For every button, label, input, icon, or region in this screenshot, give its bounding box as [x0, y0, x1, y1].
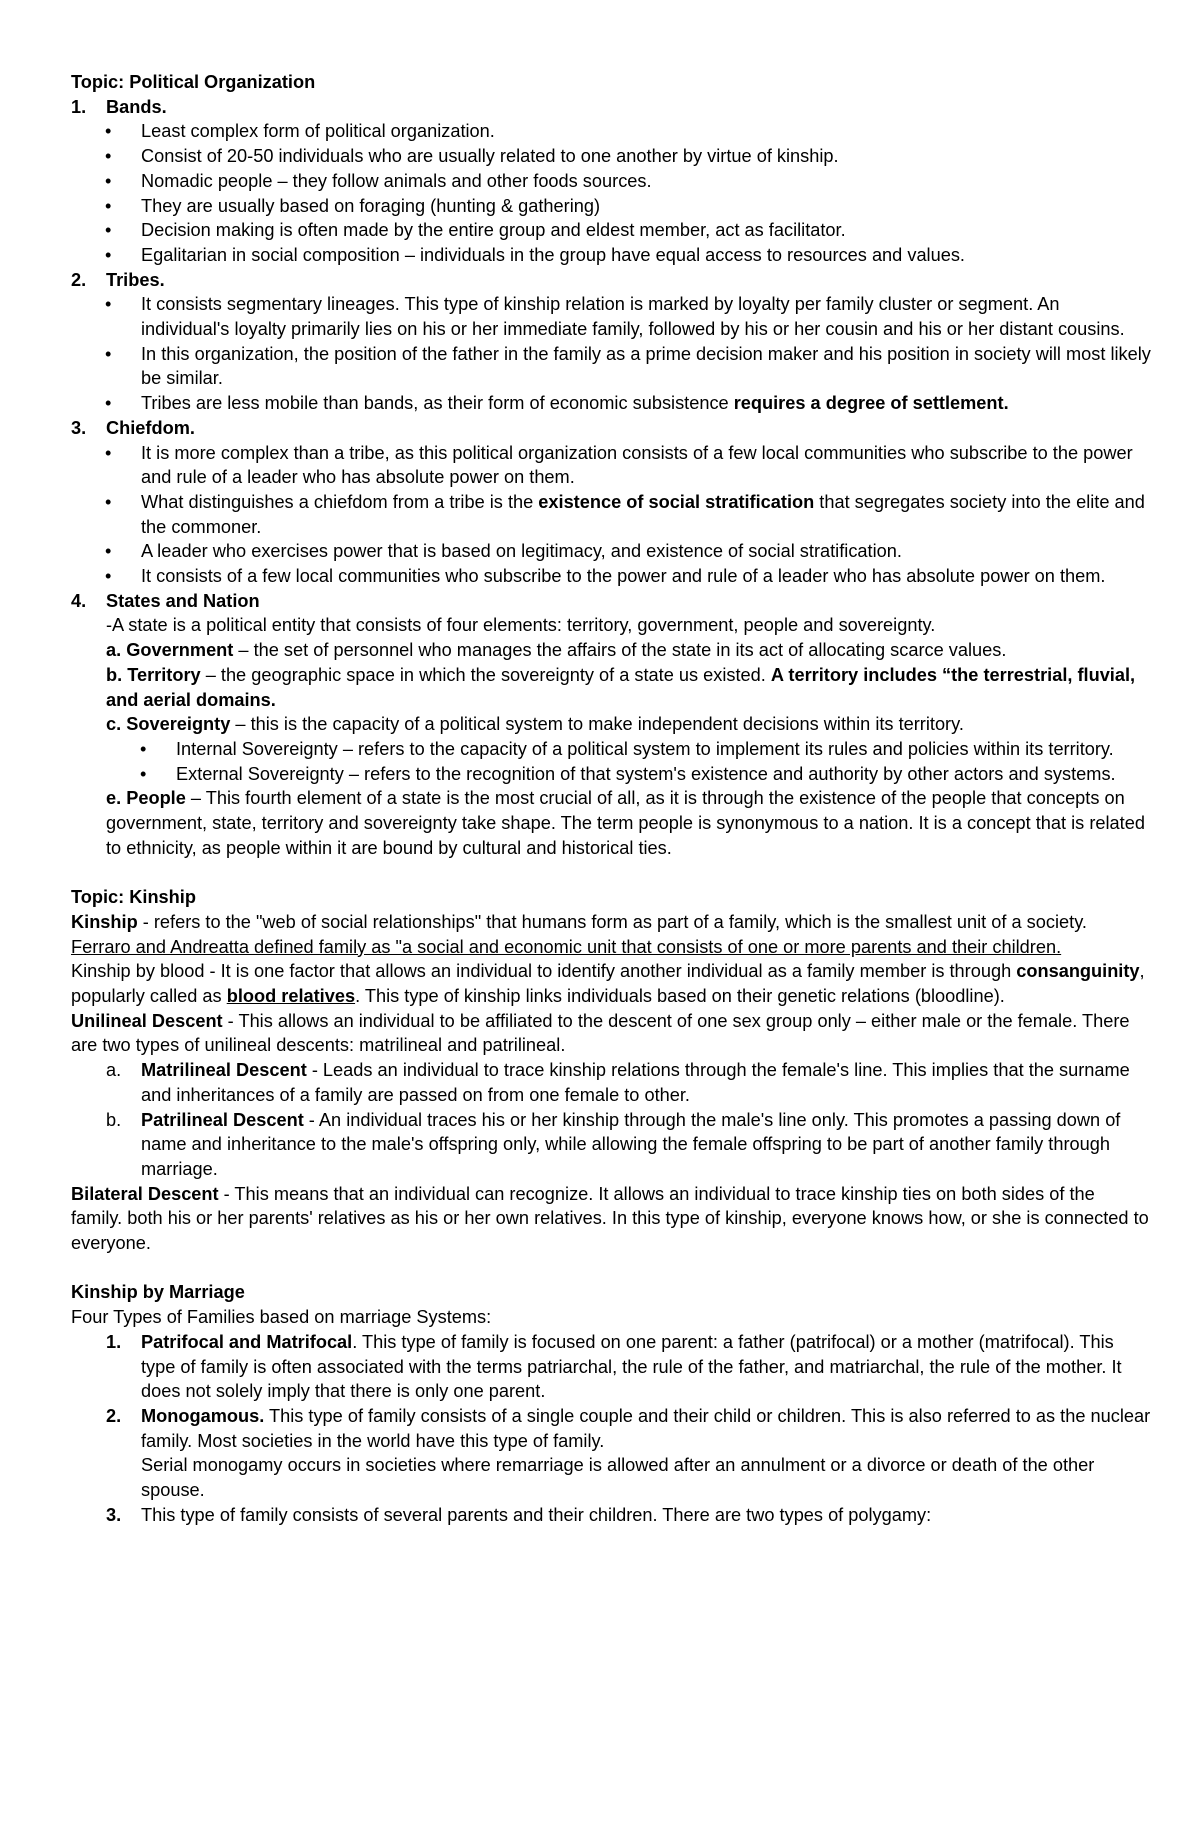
bullet-icon — [106, 292, 141, 341]
element-people: e. People – This fourth element of a state is the most crucial of all, as it is through the existence of the people that concepts on government, state, territory and sovereignty take shape. The term people is synonymous to a nation. It is a concept that is related to ethnicity, as people within it are bound by cultural and historical ties. — [106, 788, 1145, 858]
element-territory: b. Territory – the geographic space in which the sovereignty of a state us existed. A territory includes “the terrestrial, fluvial, and aerial domains. — [106, 664, 1136, 710]
list-item-patrifocal: 1. Patrifocal and Matrifocal. This type of family is focused on one parent: a father (patrifocal) or a mother (matrifocal). This type of family is often associated with the terms patriarchal, the rule of the father, and matriarchal, the rule of the mother. It does not solely imply that there is only one parent. — [106, 1330, 1151, 1404]
emphasis-text: requires a degree of settlement. — [733, 393, 1009, 414]
bullet-item: • A leader who exercises power that is based on legitimacy, and existence of social stratification. — [106, 539, 1151, 564]
list-item-polygamous: 3. This type of family consists of several parents and their children. There are two types of polygamy: — [106, 1503, 1151, 1528]
kinship-definition: Kinship - refers to the "web of social relationships" that humans form as part of a family, which is the smallest unit of a society. Ferraro and Andreatta defined family as "a social and economic unit that consists of one or more parents and their children. — [71, 911, 1087, 957]
bullet-item: • Least complex form of political organization. — [106, 119, 1151, 144]
emphasis-text: existence of social stratification — [538, 491, 815, 512]
bullet-item: • Egalitarian in social composition – individuals in the group have equal access to resources and values. — [106, 243, 1151, 268]
list-letter: b. — [106, 1109, 122, 1130]
bullet-icon — [106, 490, 141, 539]
topic-kinship-heading: Topic: Kinship — [71, 887, 196, 908]
bullet-icon — [106, 391, 141, 416]
bands-title: Bands. — [106, 96, 167, 117]
element-government: a. Government – the set of personnel who manages the affairs of the state in its act of allocating scarce values. — [106, 640, 1007, 661]
bullet-item: • They are usually based on foraging (hunting & gathering) — [106, 194, 1151, 219]
bullet-icon — [141, 762, 176, 787]
bullet-item: • Decision making is often made by the entire group and eldest member, act as facilitator. — [106, 218, 1151, 243]
bullet-item: • Tribes are less mobile than bands, as their form of economic subsistence requires a degree of settlement. — [106, 391, 1151, 416]
bullet-icon — [141, 737, 176, 762]
bullet-item: • It consists segmentary lineages. This type of kinship relation is marked by loyalty per family cluster or segment. An individual's loyalty primarily lies on his or her immediate family, followed by his or her cousin and his or her distant cousins. — [106, 292, 1151, 341]
serial-monogamy-text: Serial monogamy occurs in societies where remarriage is allowed after an annulment or a divorce or death of the other spouse. — [141, 1455, 1095, 1501]
bullet-icon — [106, 564, 141, 589]
list-number: 1. — [106, 1331, 122, 1352]
list-number: 3. — [106, 1504, 122, 1525]
bullet-item: • What distinguishes a chiefdom from a tribe is the existence of social stratification that segregates society into the elite and the commoner. — [106, 490, 1151, 539]
bullet-icon — [106, 169, 141, 194]
bullet-item: • It consists of a few local communities who subscribe to the power and rule of a leader who has absolute power on them. — [106, 564, 1151, 589]
bilateral-descent: Bilateral Descent - This means that an individual can recognize. It allows an individual to trace kinship ties on both sides of the family. both his or her parents' relatives as his or her own relatives. In this type of kinship, everyone knows how, or she is connected to everyone. — [71, 1183, 1149, 1254]
unilineal-descent: Unilineal Descent - This allows an individual to be affiliated to the descent of one sex group only – either male or the female. There are two types of unilineal descents: matrilineal and patrilineal. — [71, 1010, 1130, 1056]
bullet-item: • Consist of 20-50 individuals who are usually related to one another by virtue of kinship. — [106, 144, 1151, 169]
list-item-states — [71, 589, 1151, 614]
list-item-patrilineal: b. Patrilineal Descent - An individual traces his or her kinship through the male's line only. This promotes a passing down of name and inheritance to the male's offspring only, while allowing the female offspring to be part of another family through marriage. — [106, 1108, 1151, 1182]
spacer — [71, 1256, 1151, 1281]
states-intro: -A state is a political entity that consists of four elements: territory, government, people and sovereignty. — [106, 615, 936, 636]
chiefdom-title: Chiefdom. — [106, 417, 195, 438]
spacer — [71, 861, 1151, 886]
states-title: States and Nation — [106, 590, 260, 611]
list-number: 3. — [71, 417, 87, 438]
bullet-icon — [106, 539, 141, 564]
topic-political-heading: Topic: Political Organization — [71, 72, 316, 92]
bullet-icon — [106, 441, 141, 490]
list-number: 2. — [106, 1405, 122, 1426]
bullet-item: • It is more complex than a tribe, as this political organization consists of a few local communities who subscribe to the power and rule of a leader who has absolute power on them. — [106, 441, 1151, 490]
element-sovereignty: c. Sovereignty – this is the capacity of a political system to make independent decisions within its territory. — [106, 714, 964, 735]
list-number: 4. — [71, 590, 87, 611]
list-item-matrilineal: a. Matrilineal Descent - Leads an individual to trace kinship relations through the female's line. This implies that the surname and inheritances of a family are passed on from one female to other. — [106, 1058, 1151, 1107]
bullet-icon — [106, 342, 141, 391]
bullet-icon — [106, 194, 141, 219]
list-number: 2. — [71, 269, 87, 290]
bullet-icon — [106, 144, 141, 169]
document-page — [71, 70, 1151, 1527]
list-letter: a. — [106, 1060, 122, 1081]
list-item-tribes — [71, 268, 1151, 293]
kinship-by-blood: Kinship by blood - It is one factor that allows an individual to identify another individual as a family member is through consanguinity, popularly called as blood relatives. This type of kinship links individuals based on their genetic relations (bloodline). — [71, 961, 1145, 1006]
bullet-item: • In this organization, the position of the father in the family as a prime decision maker and his position in society will most likely be similar. — [106, 342, 1151, 391]
bullet-icon — [106, 218, 141, 243]
list-item-bands — [71, 95, 1151, 120]
list-item-chiefdom — [71, 416, 1151, 441]
marriage-intro: Four Types of Families based on marriage Systems: — [71, 1307, 492, 1328]
list-item-monogamous: 2. Monogamous. This type of family consists of a single couple and their child or children. This is also referred to as the nuclear family. Most societies in the world have this type of family. Serial monogamy occurs in societies where remarriage is allowed after an annulment or a divorce or death of the other spouse. — [106, 1404, 1151, 1503]
bullet-item: • Nomadic people – they follow animals and other foods sources. — [106, 169, 1151, 194]
tribes-title: Tribes. — [106, 269, 165, 290]
bullet-item: • Internal Sovereignty – refers to the capacity of a political system to implement its rules and policies within its territory. — [141, 737, 1151, 762]
list-number: 1. — [71, 96, 87, 117]
marriage-heading: Kinship by Marriage — [71, 1282, 245, 1303]
bullet-item: • External Sovereignty – refers to the recognition of that system's existence and authority by other actors and systems. — [141, 762, 1151, 787]
bullet-icon — [106, 119, 141, 144]
bullet-icon — [106, 243, 141, 268]
